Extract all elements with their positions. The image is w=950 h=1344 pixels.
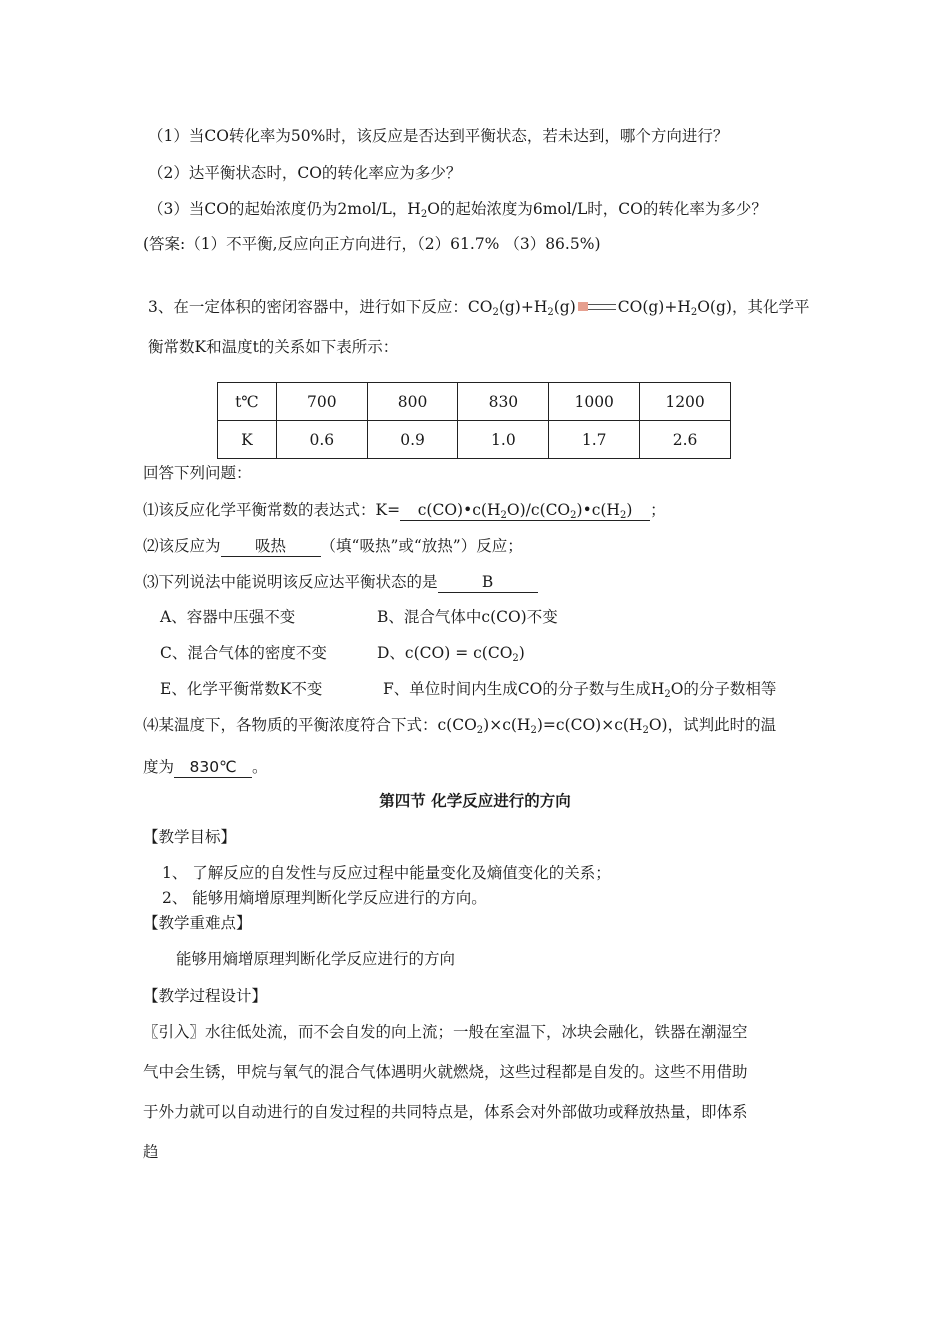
part-2: ⑵该反应为 吸热 （填“吸热”或“放热”）反应； bbox=[143, 537, 523, 555]
question-1: （1）当CO转化率为50%时，该反应是否达到平衡状态，若未达到，哪个方向进行？ bbox=[148, 127, 729, 145]
table-cell: 1.0 bbox=[458, 421, 549, 459]
intro-line-2: 气中会生锈，甲烷与氧气的混合气体遇明火就燃烧，这些过程都是自发的。这些不用借助 bbox=[143, 1063, 748, 1081]
goal-2: 2、 能够用熵增原理判断化学反应进行的方向。 bbox=[162, 889, 487, 907]
problem-3-statement-line2: 衡常数K和温度t的关系如下表所示： bbox=[148, 338, 399, 356]
table-cell: 1200 bbox=[640, 383, 731, 421]
table-cell: 1.7 bbox=[549, 421, 640, 459]
table-cell: 830 bbox=[458, 383, 549, 421]
key-points-heading: 【教学重难点】 bbox=[143, 914, 252, 932]
intro-line-4: 趋 bbox=[143, 1143, 159, 1161]
key-points-text: 能够用熵增原理判断化学反应进行的方向 bbox=[176, 950, 456, 968]
table-cell: 0.6 bbox=[276, 421, 367, 459]
answer-blank-4: 830℃ bbox=[174, 757, 252, 778]
option-a: A、容器中压强不变 bbox=[160, 608, 296, 626]
part-4-line2: 度为 830℃ 。 bbox=[143, 758, 268, 776]
goals-heading: 【教学目标】 bbox=[143, 828, 237, 846]
option-d: D、$c(CO) = c(CO_2)$ bbox=[377, 644, 525, 664]
option-c: C、混合气体的密度不变 bbox=[160, 644, 327, 662]
answer-blank-3: B bbox=[438, 572, 538, 593]
process-heading: 【教学过程设计】 bbox=[143, 987, 268, 1005]
table-cell: 800 bbox=[367, 383, 458, 421]
table-cell: K bbox=[218, 421, 277, 459]
prompt: 回答下列问题： bbox=[143, 464, 252, 482]
part-3: ⑶下列说法中能说明该反应达平衡状态的是 B bbox=[143, 571, 538, 593]
table-cell: 0.9 bbox=[367, 421, 458, 459]
answer-blank-2: 吸热 bbox=[221, 536, 321, 557]
table-row-k bbox=[218, 421, 731, 459]
table-cell: t℃ bbox=[218, 383, 277, 421]
section-title: 第四节 化学反应进行的方向 bbox=[379, 792, 571, 810]
intro-line-3: 于外力就可以自动进行的自发过程的共同特点是，体系会对外部做功或释放热量，即体系 bbox=[143, 1103, 748, 1121]
option-b: B、混合气体中c(CO)不变 bbox=[377, 608, 558, 626]
table-cell: 1000 bbox=[549, 383, 640, 421]
goal-1: 1、 了解反应的自发性与反应过程中能量变化及熵值变化的关系； bbox=[162, 864, 611, 882]
answer-line: (答案:（1）不平衡,反应向正方向进行，（2）61.7% （3）86.5%) bbox=[143, 235, 601, 253]
problem-3-statement: 3、在一定体积的密闭容器中，进行如下反应：$CO_2(g)+H_2(g)$ $CO(g)+H_2O(g)$，其化学平 bbox=[148, 298, 810, 318]
intro-line-1: 〖引入〗水往低处流，而不会自发的向上流；一般在室温下，冰块会融化，铁器在潮湿空 bbox=[143, 1023, 748, 1041]
question-2: （2）达平衡状态时，CO的转化率应为多少？ bbox=[148, 164, 462, 182]
option-e: E、化学平衡常数K不变 bbox=[160, 680, 323, 698]
equilibrium-arrow-icon bbox=[576, 301, 618, 313]
part-4: ⑷某温度下，各物质的平衡浓度符合下式：$c(CO_2)\times c(H_2)=c(CO)\times c(H_2O)$，试判此时的温 bbox=[143, 716, 777, 736]
table-cell: 2.6 bbox=[640, 421, 731, 459]
k-temperature-table bbox=[217, 382, 731, 459]
table-cell: 700 bbox=[276, 383, 367, 421]
table-row-temperature bbox=[218, 383, 731, 421]
question-3: （3）当CO的起始浓度仍为2mol/L，$H_2O$的起始浓度为6mol/L时，CO的转化率为多少？ bbox=[148, 200, 767, 220]
part-1: ⑴该反应化学平衡常数的表达式：$K= c(CO)•c(H_2O)/c(CO_2)•c(H_2)$ ； bbox=[143, 501, 666, 521]
answer-blank-1: $c(CO)•c(H_2O)/c(CO_2)•c(H_2)$ bbox=[400, 500, 650, 521]
option-f: F、单位时间内生成CO的分子数与生成$H_2O$的分子数相等 bbox=[383, 680, 777, 700]
